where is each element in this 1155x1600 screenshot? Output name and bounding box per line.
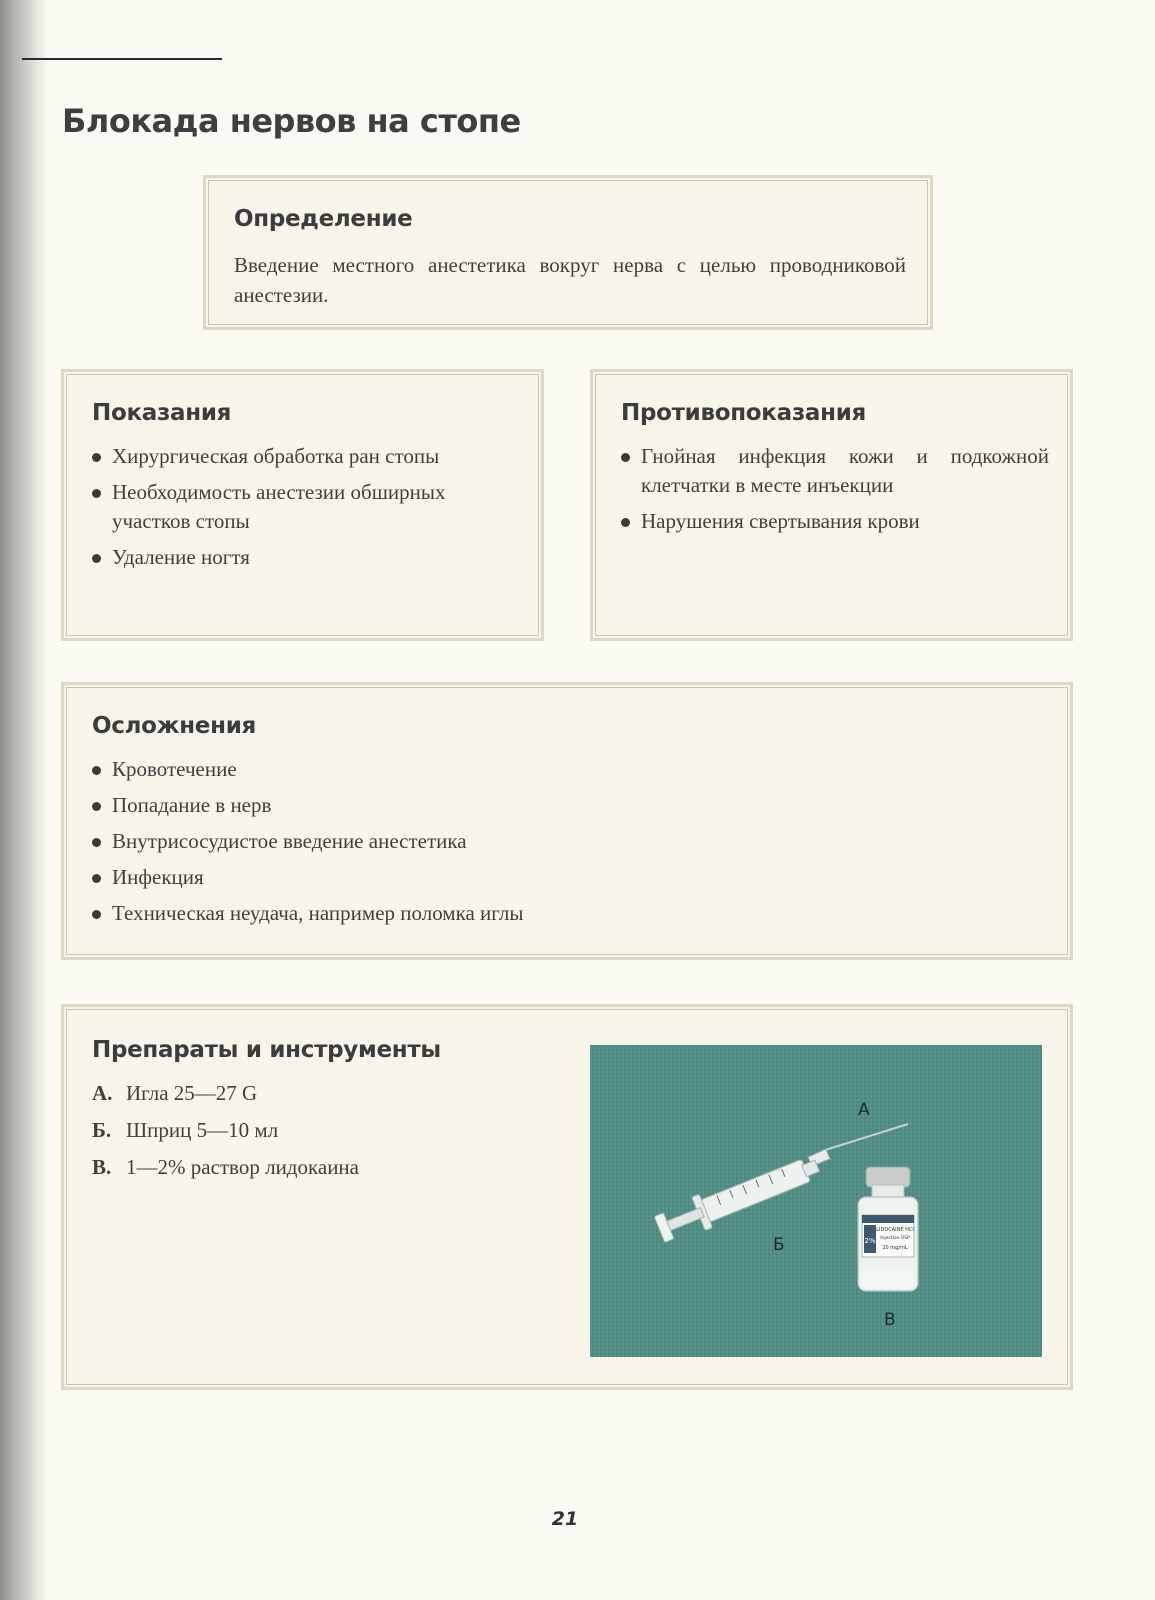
complications-heading: Осложнения — [92, 713, 256, 739]
supplies-item — [92, 1116, 562, 1145]
complications-item: Внутрисосудистое введение анестетика — [90, 827, 990, 856]
definition-heading: Определение — [234, 206, 413, 232]
indications-item: Удаление ногтя — [90, 543, 520, 572]
complications-box — [61, 682, 1073, 960]
supplies-item-text: 1—2% раствор лидокаина — [126, 1155, 359, 1179]
indications-box — [61, 369, 544, 641]
indications-item: Необходимость анестезии обширных участков стопы — [90, 478, 512, 536]
photo-label-vial: В — [884, 1310, 896, 1330]
vial-injection-text: Injection USP — [880, 1236, 910, 1241]
indications-heading: Показания — [92, 400, 232, 426]
complications-item: Инфекция — [90, 863, 990, 892]
supplies-item-letter: В. — [92, 1155, 112, 1179]
page-title: Блокада нервов на стопе — [62, 102, 521, 140]
indications-list — [90, 442, 520, 579]
supplies-item-letter: А. — [92, 1081, 113, 1105]
definition-text: Введение местного анестетика вокруг нерва с целью проводниковой анестезии. — [234, 253, 906, 307]
contraindications-box — [590, 369, 1073, 641]
binding-gutter-shadow — [0, 0, 48, 1600]
supplies-list — [92, 1079, 562, 1190]
complications-item: Техническая неудача, например поломка иглы — [90, 899, 990, 928]
complications-list — [90, 755, 990, 935]
syringe-barrel — [699, 1159, 810, 1222]
contraindications-item: Нарушения свертывания крови — [619, 507, 1049, 536]
supplies-photo — [590, 1045, 1042, 1357]
supplies-item — [92, 1153, 562, 1182]
supplies-item — [92, 1079, 562, 1108]
vial-concentration-text: 20 mg/mL — [882, 1245, 908, 1251]
page-number: 21 — [551, 1508, 579, 1530]
header-rule — [22, 58, 222, 60]
photo-label-syringe: Б — [773, 1235, 785, 1255]
complications-item: Кровотечение — [90, 755, 990, 784]
contraindications-heading: Противопоказания — [621, 400, 866, 426]
supplies-item-text: Шприц 5—10 мл — [126, 1118, 279, 1142]
needle — [822, 1124, 908, 1151]
photo-label-needle: А — [858, 1100, 870, 1120]
lidocaine-vial — [858, 1167, 918, 1291]
indications-item: Хирургическая обработка ран стопы — [90, 442, 520, 471]
syringe-plunger-rod — [665, 1208, 704, 1232]
supplies-heading: Препараты и инструменты — [92, 1037, 441, 1063]
vial-strength-text: 2% — [864, 1237, 876, 1245]
vial-cap — [866, 1167, 910, 1187]
vial-drug-name-text: LIDOCAINE HCl — [876, 1227, 914, 1233]
supplies-item-letter: Б. — [92, 1118, 112, 1142]
complications-item: Попадание в нерв — [90, 791, 990, 820]
contraindications-list — [619, 442, 1049, 543]
definition-box — [203, 175, 933, 330]
contraindications-item: Гнойная инфекция кожи и подкожной клетчатки в месте инъекции — [619, 442, 1049, 500]
syringe-and-vial-illustration — [590, 1045, 1042, 1357]
supplies-item-text: Игла 25—27 G — [126, 1081, 258, 1105]
syringe — [653, 1149, 824, 1246]
